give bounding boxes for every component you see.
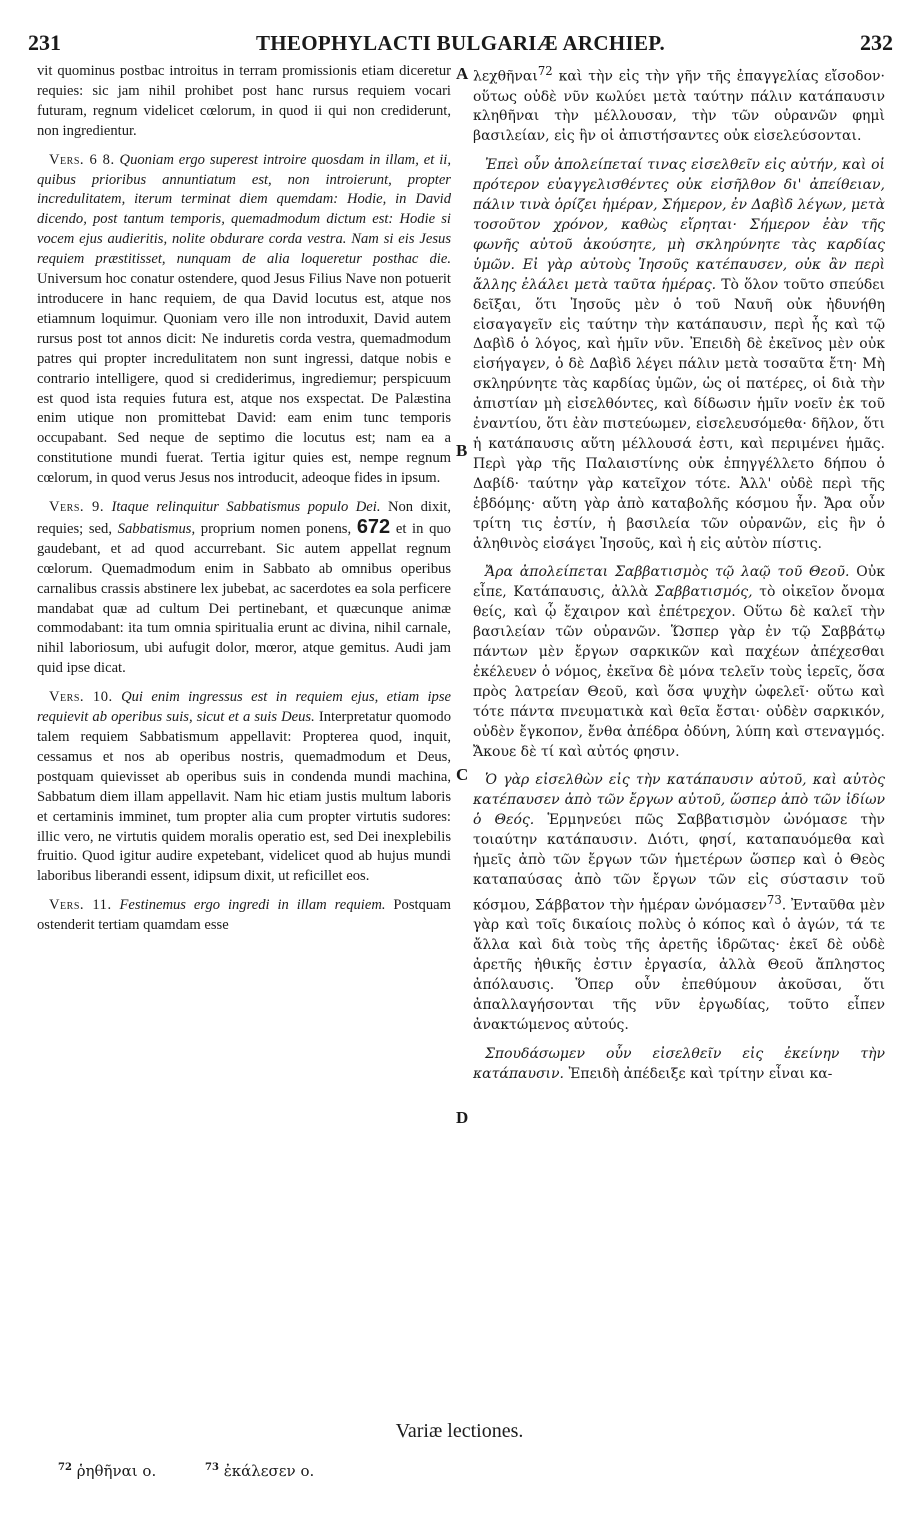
- commentary-text: Postquam ostenderit tertiam quamdam esse: [37, 897, 451, 934]
- greek-text: . Ἐνταῦθα μὲν γὰρ καὶ τοῖς δικαίοις πολὺς ὁ κόπος καὶ ὁ ἀγών, τά τε ἄλλα καὶ διὰ τοὺς τῆς ἀρετῆς ἱδρῶτας· ἐκεῖ δὲ οὐδὲ ἀρετῆς ἠθικῆς ἐστιν ἐργασία, ἀλλὰ Θεοῦ ἄπληστος ἀπόλαυσις. Ὅπερ οὖν ἐπεθύμουν ἀκοῦσαι, ὅτι ἀπαλλαγήσονται τῆς νῦν ἐργωδίας, τοῦτο εἶπεν ἀνακτώμενος αὐτούς.: [473, 897, 885, 1033]
- greek-paragraph-2: [473, 156, 885, 554]
- greek-text: Οὐκ εἶπε, Κατάπαυσις, ἀλλὰ: [473, 564, 885, 601]
- greek-text: καὶ τὴν εἰς τὴν γῆν τῆς ἐπαγγελίας εἴσοδον· οὕτως οὐδὲ νῦν κωλύει μετὰ ταύτην πάλιν κατάπαυσιν κληθῆναι τὴν μέλλουσαν, τὴν τῶν οὐρανῶν φημὶ βασιλείαν, εἰς ἣν οἱ ἀπιστήσαντες οὐκ εἰσελεύσονται.: [473, 68, 885, 145]
- commentary-text: Universum hoc conatur ostendere, quod Jesus Filius Nave non potuerit introducere in hanc requiem, de qua David locutus est, atque nos etiamnum loquimur. Quoniam vero ille non introduxit, David autem rursus post tot annos dicit: Ne induretis corda vestra, quemadmodum patres qui propter incredulitatem non sunt ingressi, datque nobis e contrario intelligere, quod si crediderimus, ingrediemur; perspicuum est quod ista requies futura est, atque nos exspectat. De Palæstina enim utique non promittebat David: eam enim tunc temporis occupabant. Sed neque de septimo die locutus est; nam ea a constitutione mundi fuerat. Tertia igitur quies est, nempe regnum cœlorum, in quod verus Jesus nos introducit, adeoque fides in ipsum.: [37, 271, 451, 487]
- footnote-text: ῥηθῆναι ο.: [76, 1462, 157, 1480]
- greek-text: Ἑρμηνεύει πῶς Σαββατισμὸν ὠνόμασε τὴν τοιαύτην κατάπαυσιν. Διότι, φησί, καταπαυόμεθα καὶ ἡμεῖς ἀπὸ τῶν ἔργων τῶν ἡμετέρων ὥσπερ καὶ ὁ Θεὸς καταπαύσας ἀπὸ τῶν ἔργων τῶν εἰς σύστασιν τοῦ κόσμου, Σάββατον τὴν ἡμέραν ὠνόμασεν: [473, 812, 886, 914]
- greek-text: τὸ οἰκεῖον ὄνομα θείς, καὶ ᾧ ἔχαιρον καὶ ἐπέτρεχον. Οὕτω δὲ καλεῖ τὴν βασιλείαν τῶν οὐρανῶν. Ὥσπερ γὰρ ἐν τῷ Σαββάτῳ πάντων μὲν ἔργων σαρκικῶν καὶ παχέων ἀπέχεσθαι ἐκέλευεν ὁ νόμος, ἐκεῖνα δὲ μόνα τελεῖν τοὺς ἱερεῖς, ὅσα πρὸς λατρείαν Θεοῦ, καὶ ὅσα ψυχὴν ὠφελεῖ· οὕτω καὶ τότε πάντα πνευματικὰ καὶ θεῖα ἔσται· οὐδὲν σαρκικόν, οὐδὲν ἔγκοπον, ἔνθα ἀπέδρα ὀδύνη, λύπη καὶ στεναγμός. Ἄκουε δὲ τί καὶ αὐτός φησιν.: [473, 584, 885, 760]
- commentary-text: Interpretatur quomodo talem requiem Sabbatismum appellavit: Propterea quod, inquit, cessamus et nos ab operibus nostris, quemadmodum et Deus, postquam quievisset ab operibus suis in condenda mundi machina, Sabbatum diem illam appellavit. Nam hic etiam justis multum laboris et certaminis imminet, tum propter alia cum propter virtutis sudores: illic vero, ne virtutis quidem moralis operatio est, sed Dei inexplebilis fruitio. Quod igitur audire expetebant, videlicet quod ab hujus mundi laboribus liberandi essent, idipsum dixit, ut reficillet eos.: [37, 709, 451, 885]
- greek-verse-text: Σπουδάσωμεν οὖν εἰσελθεῖν εἰς ἐκείνην τὴν κατάπαυσιν.: [473, 1045, 885, 1082]
- footnote-mark: 73: [205, 1462, 219, 1473]
- latin-paragraph-vers-11: [37, 896, 451, 936]
- verse-label: Vers. 9.: [49, 499, 104, 516]
- greek-text: Τὸ ὅλον τοῦτο σπεύδει δεῖξαι, ὅτι Ἰησοῦς μὲν ὁ τοῦ Ναυῆ οὐκ ἠδυνήθη εἰσαγαγεῖν εἰς ταύτην τὴν κατάπαυσιν, περὶ ἧς καὶ τῷ Δαβὶδ ὁ λόγος, καὶ ἡμῖν νῦν. Ἐπειδὴ δὲ ἐκεῖνος μὲν οὐκ εἰσήγαγεν, ὁ δὲ Δαβὶδ λέγει πάλιν μετὰ τοσαῦτα ἔτη· Μὴ σκληρύνητε τὰς καρδίας ὑμῶν, ὡς οἱ πατέρες, οἱ διὰ τὴν ἀπιστίαν μὴ εἰσελθόντες, καὶ δίδωσιν ἡμῖν νοεῖν ἐκ τοῦ ἐναντίου, ὅτι ἐὰν πιστεύωμεν, εἰσελευσόμεθα· δῆλον, ὅτι ἡ κατάπαυσις αὕτη μέλλουσά ἐστι, καὶ περιμένει ἡμᾶς. Περὶ γὰρ τῆς Παλαιστίνης οὐκ ἐπηγγέλλετο δήπου ὁ Δαβίδ· ταύτην γὰρ κατεῖχον τότε. Ἀλλ' οὐδὲ περὶ τῆς ἑβδόμης· αὕτη γὰρ ἀπὸ καταβολῆς κόσμου ἦν. Ἄρα οὖν τρίτη τις ἐστίν, ἡ βασιλεία τῶν οὐρανῶν, εἰς ἣν ὁ ἀληθινὸς εἰσάγει Ἰησοῦς, καὶ ἡ εἰς αὐτὸν πίστις.: [473, 276, 885, 552]
- footnote-73: [205, 1462, 336, 1480]
- greek-paragraph-4: [473, 771, 885, 1035]
- greek-paragraph-intro: [473, 62, 885, 147]
- greek-text: Ἐπειδὴ ἀπέδειξε καὶ τρίτην εἶναι κα-: [568, 1065, 833, 1082]
- commentary-italic: Sabbatismus,: [117, 520, 196, 537]
- left-page-number: 231: [28, 30, 61, 55]
- footnotes: [58, 1462, 358, 1480]
- greek-verse-text: Ἐπεὶ οὖν ἀπολείπεταί τινας εἰσελθεῖν εἰς αὐτήν, καὶ οἱ πρότερον εὐαγγελισθέντες οὐκ εἰσῆλθον δι' ἀπείθειαν, πάλιν τινὰ ὁρίζει ἡμέραν, Σήμερον, ἐν Δαβὶδ λέγων, μετὰ τοσοῦτον χρόνον, καθὼς εἴρηται· Σήμερον ἐὰν τῆς φωνῆς αὐτοῦ ἀκούσητε, μὴ σκληρύνητε τὰς καρδίας ὑμῶν. Εἰ γὰρ αὐτοὺς Ἰησοῦς κατέπαυσεν, οὐκ ἂν περὶ ἄλλης ἐλάλει μετὰ ταῦτα ἡμέρας.: [473, 157, 885, 293]
- footnote-text: ἐκάλεσεν ο.: [223, 1462, 315, 1480]
- latin-column: [37, 62, 451, 945]
- footnote-72: [58, 1462, 178, 1480]
- margin-marker-b: B: [456, 441, 468, 460]
- greek-verse-text: Ὁ γὰρ εἰσελθὼν εἰς τὴν κατάπαυσιν αὐτοῦ, καὶ αὐτὸς κατέπαυσεν ἀπὸ τῶν ἔργων αὐτοῦ, ὥσπερ ἀπὸ τῶν ἰδίων ὁ Θεός.: [473, 772, 885, 829]
- footnote-ref-72: 72: [537, 64, 553, 78]
- latin-paragraph-intro: vit quominus postbac introitus in terram promissionis etiam diceretur requies: sic jam nihil prohibet post hanc rursus requiem vocari futuram, regnum videlicet cœlorum, in quod ii qui non crediderunt, non ingredientur.: [37, 63, 451, 139]
- latin-paragraph-vers-6-8: [37, 151, 451, 489]
- verse-text: Qui enim ingressus est in requiem ejus, etiam ipse requievit ab operibus suis, sicut et a suis Deus.: [37, 689, 452, 726]
- greek-verse-text: Ἄρα ἀπολείπεται Σαββατισμὸς τῷ λαῷ τοῦ Θεοῦ.: [485, 564, 850, 581]
- page-header: [28, 30, 893, 60]
- verse-label: Vers. 6 8.: [49, 151, 115, 168]
- greek-paragraph-3: [473, 563, 885, 762]
- greek-column: [473, 62, 885, 1094]
- footnote-ref-73: 73: [766, 892, 782, 907]
- latin-paragraph-vers-9: [37, 498, 451, 679]
- greek-paragraph-5: [473, 1045, 885, 1085]
- verse-label: Vers. 10.: [49, 689, 113, 706]
- variae-lectiones-title: Variæ lectiones.: [395, 1420, 524, 1442]
- latin-paragraph-vers-10: [37, 688, 451, 887]
- running-title: THEOPHYLACTI BULGARIÆ ARCHIEP.: [255, 31, 666, 55]
- verse-label: Vers. 11.: [49, 897, 112, 914]
- greek-text: λεχθῆναι: [473, 68, 538, 85]
- commentary-text: proprium nomen ponens,: [200, 520, 352, 537]
- margin-marker-c: C: [456, 765, 469, 784]
- right-page-number: 232: [859, 30, 893, 55]
- commentary-text: Non dixit, requies; sed,: [37, 499, 451, 537]
- commentary-text: et in quo gaudebant, et ad quod accurrebant. Sic autem appellat regnum cœlorum. Quemadmodum enim in Sabbato ab omnibus operibus carnalibus crassis abstinere lex jubebat, ac sacerdotes ea sola perficere mandabat quæ ad cultum Dei pertinebant, et quæcunque animæ commodabant: ita tum omnia spiritualia erunt ac divina, nihil carnale, nihil laboriosum, ubi aufugit dolor, mœror, atque gemitus. Audi jam quid ipse dicat.: [37, 520, 451, 677]
- footnote-mark: 72: [58, 1462, 72, 1473]
- column-number: 672: [356, 515, 391, 538]
- verse-text: Itaque relinquitur Sabbatismus populo Dei.: [111, 499, 381, 516]
- verse-text: Festinemus ergo ingredi in illam requiem.: [119, 897, 386, 914]
- verse-text: Quoniam ergo superest introire quosdam in illam, et ii, quibus prioribus annuntiatum est, non introierunt, propter incredulitatem, iterum terminat diem quemdam: Hodie, in David dicendo, post tantum temporis, quemadmodum dictum est: Hodie si vocem ejus audieritis, nolite obdurare corda vestra. Nam si eis Jesus requiem præstitisset, nunquam de alia loqueretur posthac die.: [37, 151, 451, 268]
- margin-marker-a: A: [456, 64, 469, 83]
- greek-italic-word: Σαββατισμός,: [654, 584, 753, 601]
- margin-marker-d: D: [456, 1108, 469, 1127]
